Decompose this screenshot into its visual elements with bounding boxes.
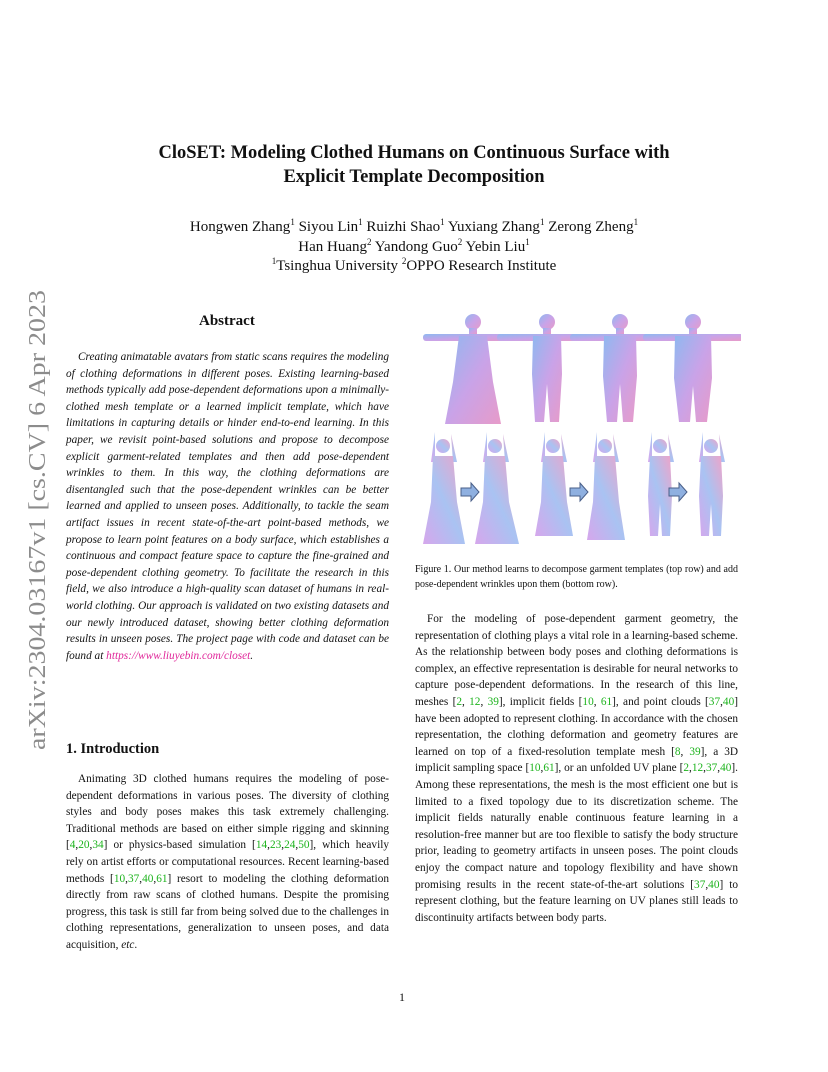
- citation-link[interactable]: 39: [487, 695, 499, 708]
- top-row-figures: [423, 314, 741, 424]
- figure-1-image: [415, 312, 741, 556]
- affiliations: [60, 257, 768, 277]
- citation-link[interactable]: 34: [92, 839, 104, 852]
- citation-link[interactable]: 40: [142, 872, 154, 885]
- affiliation-mark: 2: [401, 256, 407, 266]
- affiliation-name: OPPO Research Institute: [406, 258, 557, 274]
- author-affiliation-mark: 2: [457, 236, 463, 247]
- affiliation-mark: 1: [271, 256, 277, 266]
- citation-link[interactable]: 39: [689, 745, 701, 758]
- author-affiliation-mark: 1: [358, 217, 363, 227]
- author-name: Hongwen Zhang: [189, 219, 291, 235]
- citation-link[interactable]: 12: [691, 762, 704, 775]
- citation-link[interactable]: 10: [529, 762, 541, 775]
- paper-title: [60, 141, 768, 189]
- abstract-body: Creating animatable avatars from static scans requires the modeling of clothing deformations in different poses. Existing learning-based methods typically add pose-dependent deformations upon a minimally-clothed mesh template or a learned implicit template, which have limitations in capturing details or hinder end-to-end learning. In this paper, we revisit point-based solutions and propose to decompose explicit garment-related templates and then add pose-dependent wrinkles to them. In this way, the clothing deformations are disentangled such that the pose-dependent wrinkles can be better learned and applied to unseen poses. Additionally, to tackle the seam artifact issues in recent state-of-the-art point-based methods, we propose to learn point features on a body surface, which establishes a continuous and compact feature space to capture the fine-grained and pose-dependent clothing geometry. To facilitate the research in this field, we also introduce a high-quality scan dataset of humans in real-world clothing. Our approach is validated on two existing datasets and our newly introduced dataset, showing better clothing deformation results in unseen poses. The project page with code and dataset can be found at https://www.liuyebin.com/closet.: [66, 351, 389, 662]
- citation-link[interactable]: 24: [284, 839, 296, 852]
- author-name: Yebin Liu: [465, 238, 526, 255]
- citation-link[interactable]: 37: [705, 762, 718, 775]
- author-name: Zerong Zheng: [548, 219, 634, 235]
- author-affiliation-mark: 1: [525, 236, 530, 247]
- author-name: Yuxiang Zhang: [447, 219, 540, 235]
- author-name: Han Huang: [298, 238, 367, 255]
- right-column-paragraph: For the modeling of pose-dependent garment geometry, the representation of clothing plays a vital role in a learning-based scheme. As the relationship between body poses and clothing deformations is complex, an effective representation is desirable for neural networks to capture pose-dependent deformations. In the research of this line, meshes [2, 12, 39], implicit fields [10, 61], and point clouds [37,40] have been adopted to represent clothing. In accordance with the chosen representation, the clothing deformation and geometry features are learned on top of a fixed-resolution template mesh [8, 39], a 3D implicit sampling space [10,61], or an unfolded UV plane [2,12,37,40]. Among these representations, the mesh is the most efficient one but is limited to a fixed topology due to its discretization scheme. The implicit fields naturally enable continuous feature learning in a resolution-free manner but are too flexible to satisfy the body structure prior, leading to geometry artifacts in unseen poses. The point clouds enjoy the compact nature and topology flexibility and have shown promising results in the recent state-of-the-art solutions [37,40] to represent clothing, but the feature learning on UV planes still leads to discontinuity artifacts between body parts.: [415, 613, 739, 924]
- title-line-1: CloSET: Modeling Clothed Humans on Continuous Surface with: [158, 143, 670, 163]
- citation-link[interactable]: 23: [269, 839, 282, 852]
- citation-link[interactable]: 20: [78, 839, 90, 852]
- abstract-text: Creating animatable avatars from static scans requires the modeling of clothing deformations in different poses. Existing learning-based methods typically add pose-dependent deformations upon a minimally-clothed mesh template or a learned implicit template, which have limitations in capturing details or hinder end-to-end learning. In this paper, we revisit point-based solutions and propose to decompose explicit garment-related templates and then add pose-dependent wrinkles to them. In this way, the clothing deformations are disentangled such that the pose-dependent wrinkles can be better learned and applied to unseen poses. Additionally, to tackle the seam artifact issues in recent state-of-the-art point-based methods, we propose to learn point features on a body surface, which establishes a continuous and compact feature space to capture the fine-grained and pose-dependent clothing geometry. To facilitate the research in this field, we also introduce a high-quality scan dataset of humans in real-world clothing. Our approach is validated on two existing datasets and our newly introduced dataset, showing better clothing deformation results in unseen poses. The project page with code and dataset can be found at: [66, 351, 389, 662]
- figure-caption: Figure 1. Our method learns to decompose garment templates (top row) and add pose-dependent wrinkles upon them (bottom row).: [415, 564, 738, 590]
- project-link[interactable]: https://www.liuyebin.com/closet: [106, 649, 251, 662]
- author-affiliation-mark: 1: [539, 217, 545, 227]
- citation-link[interactable]: 61: [600, 695, 613, 708]
- authors-line-2: [60, 238, 768, 258]
- author-affiliation-mark: 1: [633, 217, 639, 227]
- citation-link[interactable]: 12: [469, 695, 481, 708]
- citation-link[interactable]: 50: [298, 839, 310, 852]
- page-number: 1: [399, 990, 405, 1004]
- citation-link[interactable]: 61: [543, 762, 555, 775]
- italic-text: etc: [121, 938, 135, 951]
- citation-link[interactable]: 40: [708, 878, 720, 891]
- citation-link[interactable]: 14: [255, 839, 268, 852]
- author-affiliation-mark: 1: [290, 217, 295, 227]
- abstract-heading: Abstract: [199, 313, 255, 329]
- arrow-icon: [461, 483, 479, 501]
- citation-link[interactable]: 10: [582, 695, 594, 708]
- author-block: [60, 218, 768, 277]
- author-name: Ruizhi Shao: [366, 219, 441, 235]
- citation-link[interactable]: 40: [722, 695, 735, 708]
- citation-link[interactable]: 37: [127, 872, 140, 885]
- arxiv-stamp: [23, 290, 51, 750]
- citation-link[interactable]: 2: [683, 762, 690, 775]
- arxiv-id-text: arXiv:2304.03167v1 [cs.CV] 6 Apr 2023: [24, 347, 51, 750]
- citation-link[interactable]: 8: [674, 745, 681, 758]
- section-heading: 1. Introduction: [66, 741, 160, 757]
- citation-link[interactable]: 2: [456, 695, 462, 708]
- intro-paragraph: Animating 3D clothed humans requires the modeling of pose-dependent deformations in various poses. The diversity of clothing styles and body poses makes this task extremely challenging. Traditional methods are based on either simple rigging and skinning [4,20,34] or physics-based simulation [14,23,24,50], which heavily rely on artist efforts or computational resources. Recent learning-based methods [10,37,40,61] resort to modeling the clothing deformation directly from raw scans of clothed humans. Despite the promising progress, this task is still far from being solved due to the challenges in clothing representations, generalization to unseen poses, and data acquisition, etc.: [66, 773, 389, 951]
- author-name: Siyou Lin: [298, 219, 359, 235]
- citation-link[interactable]: 61: [156, 872, 168, 885]
- figure-1: [415, 312, 741, 556]
- title-line-2: Explicit Template Decomposition: [283, 167, 545, 187]
- citation-link[interactable]: 10: [113, 872, 126, 885]
- arrow-icon: [570, 483, 588, 501]
- citation-link[interactable]: 37: [708, 695, 721, 708]
- citation-link[interactable]: 4: [69, 839, 76, 852]
- citation-link[interactable]: 37: [694, 878, 706, 891]
- authors-line-1: [60, 218, 768, 238]
- author-name: Yandong Guo: [374, 238, 458, 255]
- author-affiliation-mark: 1: [440, 217, 445, 227]
- affiliation-name: Tsinghua University: [276, 258, 399, 274]
- citation-link[interactable]: 40: [720, 762, 732, 775]
- author-affiliation-mark: 2: [367, 236, 372, 247]
